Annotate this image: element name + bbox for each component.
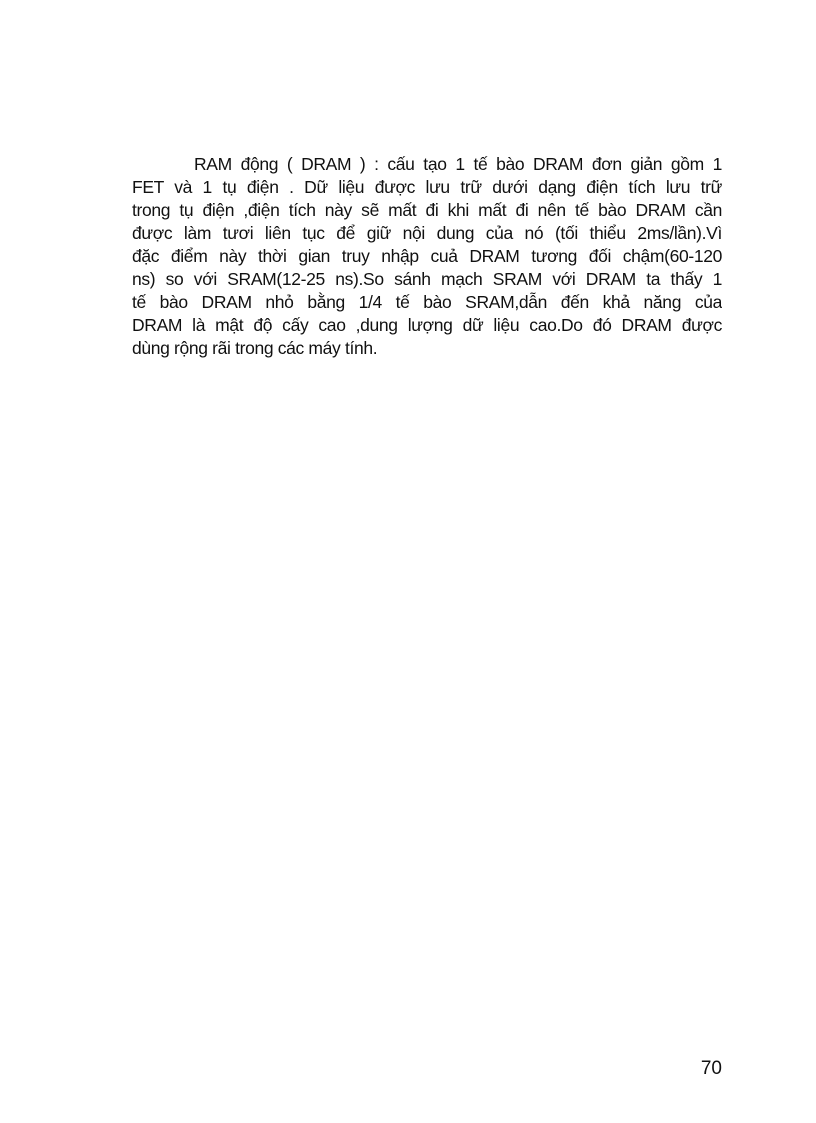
paragraph-line: FET và 1 tụ điện . Dữ liệu được lưu trữ dưới dạng điện tích lưu trữ xyxy=(132,177,722,197)
paragraph-line: dùng rộng rãi trong các máy tính. xyxy=(132,338,378,358)
paragraph-line: RAM động ( DRAM ) : cấu tạo 1 tế bào DRAM đơn giản gồm 1 xyxy=(194,154,722,174)
paragraph-line: đặc điểm này thời gian truy nhập cuả DRAM tương đối chậm(60-120 xyxy=(132,246,722,266)
paragraph-line: tế bào DRAM nhỏ bằng 1/4 tế bào SRAM,dẫn đến khả năng của xyxy=(132,292,722,312)
paragraph-line: DRAM là mật độ cấy cao ,dung lượng dữ liệu cao.Do đó DRAM được xyxy=(132,315,722,335)
dram-paragraph xyxy=(132,153,722,360)
paragraph-line: trong tụ điện ,điện tích này sẽ mất đi khi mất đi nên tế bào DRAM cần xyxy=(132,200,722,220)
paragraph-line: ns) so với SRAM(12-25 ns).So sánh mạch SRAM với DRAM ta thấy 1 xyxy=(132,269,722,289)
paragraph-line: được làm tươi liên tục để giữ nội dung của nó (tối thiểu 2ms/lần).Vì xyxy=(132,223,722,243)
page-number: 70 xyxy=(700,1058,722,1079)
